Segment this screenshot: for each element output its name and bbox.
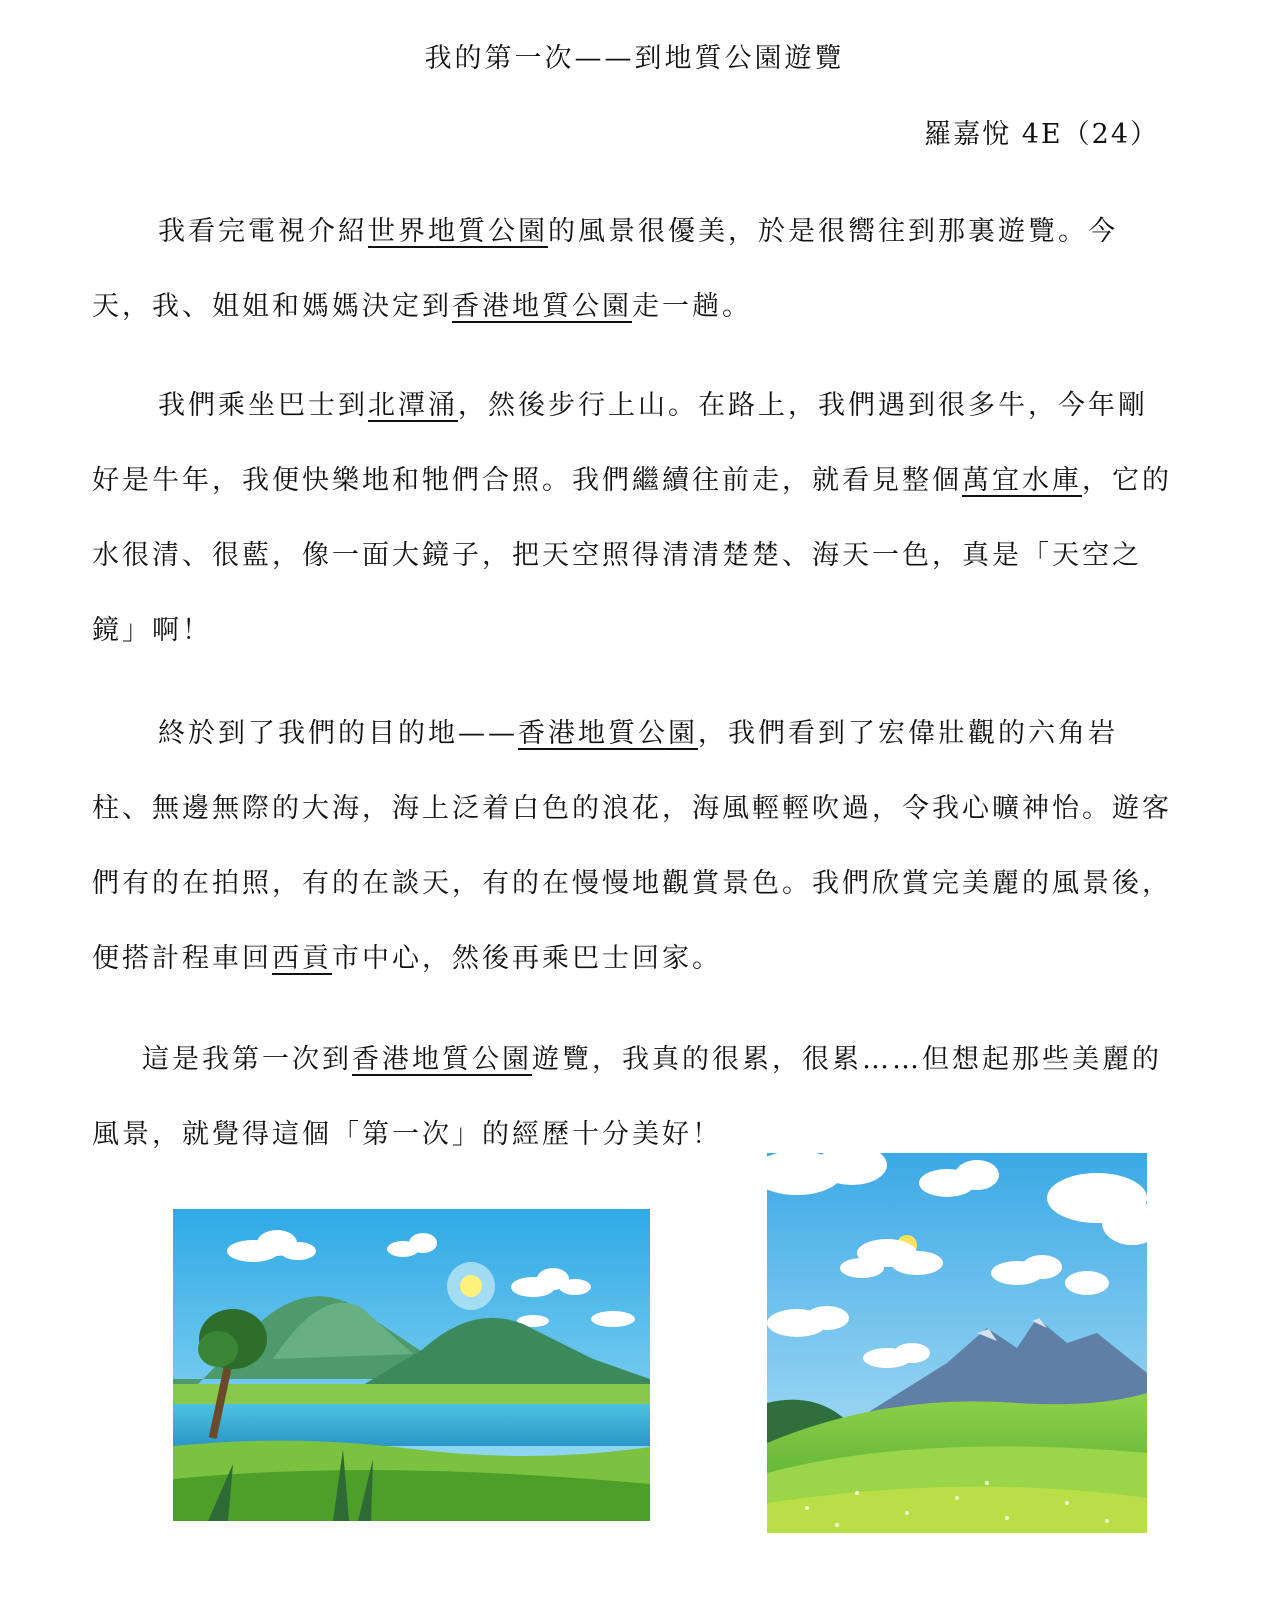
p1-seg-1: 世界地質公園 [368, 216, 548, 247]
p3-seg-2: ，我們看到了宏偉壯觀的六角岩柱、無邊無際的大海，海上泛着白色的浪花，海風輕輕吹過，令我心曠神怡。遊客們有的在拍照，有的在談天，有的在慢慢地觀賞景色。我們欣賞完美麗的風景後，便搭計程車回 [92, 718, 1172, 974]
p4-seg-1: 香港地質公園 [352, 1044, 532, 1075]
author-line: 羅嘉悅 4E（24） [924, 119, 1159, 150]
paragraph-2 [92, 368, 1172, 668]
paragraph-3 [92, 696, 1172, 996]
p3-seg-0: 終於到了我們的目的地—— [158, 718, 518, 749]
p1-seg-0: 我看完電視介紹 [158, 216, 368, 247]
p3-seg-1: 香港地質公園 [518, 718, 698, 749]
landscape-meadow-illustration [767, 1153, 1147, 1533]
p2-seg-0: 我們乘坐巴士到 [158, 390, 368, 421]
p2-seg-1: 北潭涌 [368, 390, 458, 421]
p3-seg-4: 市中心，然後再乘巴士回家。 [332, 943, 722, 974]
p2-seg-3: 萬宜水庫 [962, 465, 1082, 496]
paragraph-1 [92, 194, 1172, 344]
p1-seg-3: 香港地質公園 [452, 291, 632, 322]
p2-seg-2: ，然後步行上山。在路上，我們遇到很多牛，今年剛好是牛年，我便快樂地和牠們合照。我們繼續往前走，就看見整個 [92, 390, 1148, 496]
essay-title: 我的第一次——到地質公園遊覽 [424, 43, 845, 74]
paragraph-4 [92, 1022, 1172, 1172]
p1-seg-4: 走一趟。 [632, 291, 752, 322]
landscape-lake-illustration [173, 1209, 650, 1521]
p2-seg-4: ，它的水很清、很藍，像一面大鏡子，把天空照得清清楚楚、海天一色，真是「天空之鏡」啊！ [92, 465, 1172, 646]
p4-seg-0: 這是我第一次到 [142, 1044, 352, 1075]
p1-seg-2: 的風景很優美，於是很嚮往到那裏遊覽。今天，我、姐姐和媽媽決定到 [92, 216, 1118, 322]
p3-seg-3: 西貢 [272, 943, 332, 974]
p4-seg-2: 遊覽，我真的很累，很累……但想起那些美麗的風景，就覺得這個「第一次」的經歷十分美好！ [92, 1044, 1162, 1150]
